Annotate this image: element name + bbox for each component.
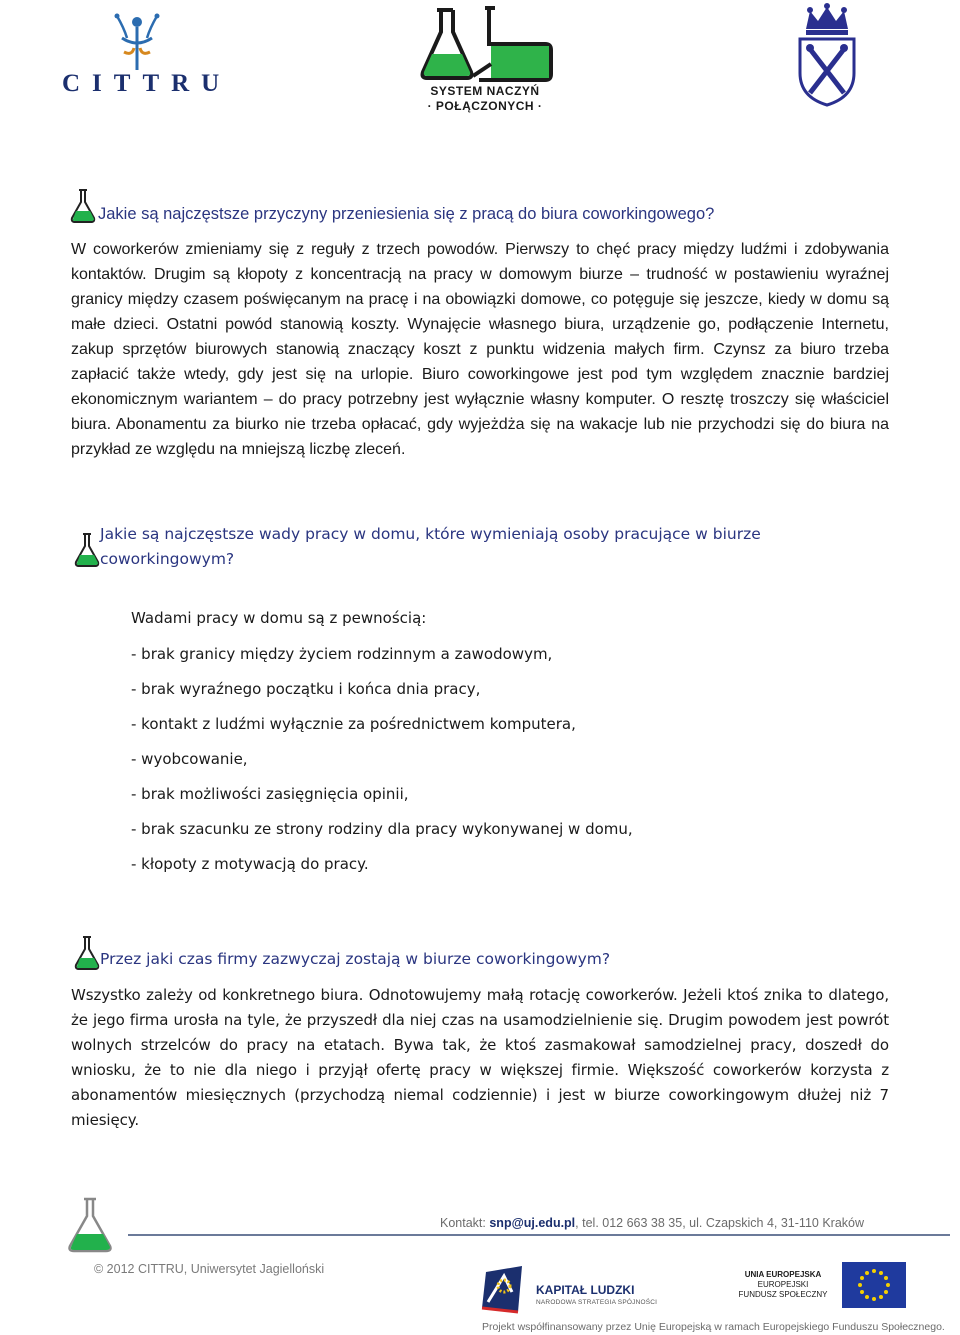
- eu-flag-icon: [842, 1262, 906, 1308]
- eu-line-2: EUROPEJSKI: [757, 1280, 809, 1289]
- flask-pair-icon: [415, 4, 555, 84]
- footer-project-note: Projekt współfinansowany przez Unię Europejską w ramach Europejskiego Funduszu Społecznego.: [482, 1321, 945, 1333]
- uj-crest-logo: [796, 3, 858, 107]
- list-item: - brak możliwości zasięgnięcia opinii,: [131, 785, 409, 803]
- footer-copyright: © 2012 CITTRU, Uniwersytet Jagielloński: [94, 1262, 325, 1276]
- crown-shield-icon: [796, 3, 858, 107]
- kapital-ludzki-emblem-icon: [478, 1262, 530, 1318]
- section-2-question-line2: coworkingowym?: [100, 550, 235, 568]
- section-3-answer: Wszystko zależy od konkretnego biura. Odnotowujemy małą rotację coworkerów. Jeżeli ktoś znika to dlatego, że jego firma urosła na tyle, że przyszedł dla niej czas na usamodzielnienie się. Drugim powodem jest powrót wolnych strzelców do pracy na etatach. Bywa tak, że ktoś zasmakował samodzielnej pracy, doszedł do wniosku, że to nie dla niego i przyjął ofertę pracy w większej firmie. Większość coworkerów korzysta z abonamentów miesięcznych (przychodzą niemal codziennie) i jest w biurze coworkingowym dłużej niż 7 miesięcy.: [71, 986, 889, 1129]
- snp-wordmark-line2: · POŁĄCZONYCH ·: [427, 99, 543, 113]
- section-2-question-line1: Jakie są najczęstsze wady pracy w domu, które wymieniają osoby pracujące w biurze: [100, 525, 761, 543]
- footer-separator: [128, 1234, 950, 1236]
- cittru-wordmark: CITTRU: [62, 70, 232, 97]
- list-item: - brak szacunku ze strony rodziny dla pracy wykonywanej w domu,: [131, 820, 633, 838]
- section-2-intro: Wadami pracy w domu są z pewnością:: [131, 609, 427, 627]
- contact-email-link[interactable]: snp@uj.edu.pl: [489, 1216, 576, 1230]
- list-item: - brak granicy między życiem rodzinnym a zawodowym,: [131, 645, 553, 663]
- eu-line-1: UNIA EUROPEJSKA: [744, 1270, 822, 1279]
- flask-icon: [74, 935, 100, 971]
- snp-wordmark-line1: SYSTEM NACZYŃ: [430, 84, 540, 98]
- eu-fund-text: [738, 1270, 828, 1300]
- cittru-logo: [62, 8, 242, 96]
- section-1-question: Jakie są najczęstsze przyczyny przeniesienia się z pracą do biura coworkingowego?: [98, 205, 715, 223]
- flask-icon: [70, 188, 96, 224]
- flask-icon: [74, 532, 100, 568]
- section-3-question: Przez jaki czas firmy zazwyczaj zostają w biurze coworkingowym?: [100, 950, 611, 968]
- section-1-answer: W coworkerów zmieniamy się z reguły z trzech powodów. Pierwszy to chęć pracy między ludźmi i zdobywania kontaktów. Drugim są kłopoty z koncentracją na pracy w domowym biurze – trudność w postawieniu wyraźnej granicy między czasem poświęcanym na pracę i na obowiązki domowe, co potęguje się jeszcze, kiedy w domu są małe dzieci. Ostatni powód stanowią koszty. Wynajęcie własnego biura, urządzenie go, podłączenie Internetu, zakup sprzętów biurowych stanowią znaczący koszt z punktu widzenia małych firm. Czynsz za biuro trzeba zapłacić także wtedy, gdy jest się na urlopie. Biuro coworkingowe jest pod tym względem znacznie bardziej ekonomicznym wariantem – do pracy potrzebny jest wyłącznie własny komputer. O resztę troszczy się właściciel biura. Abonamentu za biurko nie trzeba opłacać, gdy wyjeżdża się na wakacje lub nie przychodzi się do biura na przykład ze względu na mniejszą liczbę zleceń.: [71, 241, 889, 458]
- list-item: - wyobcowanie,: [131, 750, 248, 768]
- kapital-ludzki-title: KAPITAŁ LUDZKI: [536, 1283, 635, 1297]
- list-item: - kontakt z ludźmi wyłącznie za pośrednictwem komputera,: [131, 715, 576, 733]
- cittru-figure-icon: [62, 8, 242, 78]
- eu-line-3: FUNDUSZ SPOŁECZNY: [738, 1290, 828, 1299]
- contact-details: , tel. 012 663 38 35, ul. Czapskich 4, 31-110 Kraków: [575, 1216, 865, 1230]
- kapital-ludzki-subtitle: NARODOWA STRATEGIA SPÓJNOŚCI: [536, 1299, 658, 1306]
- list-item: - brak wyraźnego początku i końca dnia pracy,: [131, 680, 481, 698]
- list-item: - kłopoty z motywacją do pracy.: [131, 855, 369, 873]
- contact-label: Kontakt:: [440, 1216, 486, 1230]
- system-naczyn-polaczonych-logo: [415, 4, 555, 112]
- footer-flask-icon: [62, 1196, 124, 1254]
- footer-contact: [440, 1216, 864, 1230]
